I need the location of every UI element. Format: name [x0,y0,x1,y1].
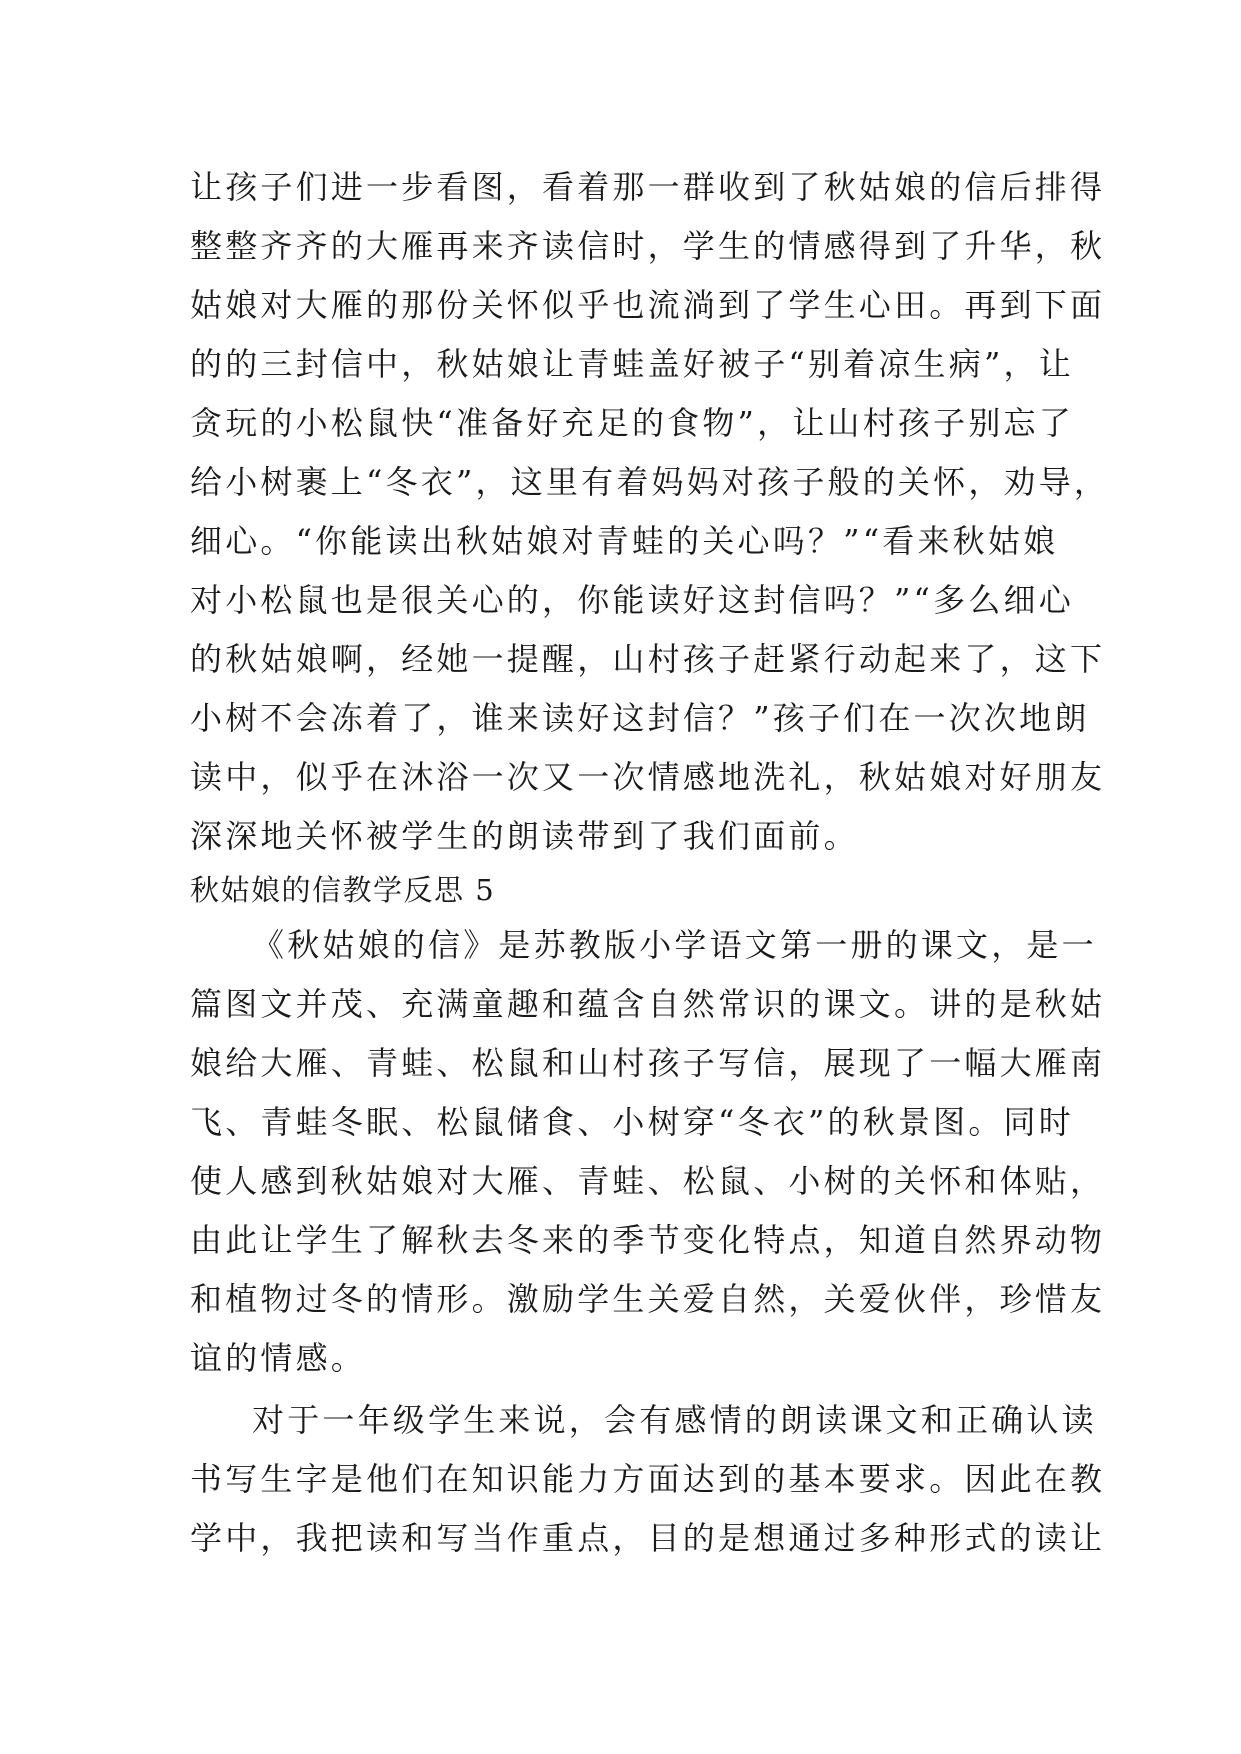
body-line: 整整齐齐的大雁再来齐读信时，学生的情感得到了升华，秋 [190,227,1106,265]
body-line: 学中，我把读和写当作重点，目的是想通过多种形式的读让 [190,1519,1106,1557]
body-line: 贪玩的小松鼠快“准备好充足的食物”，让山村孩子别忘了 [190,404,1074,442]
body-line: 娘给大雁、青蛙、松鼠和山村孩子写信，展现了一幅大雁南 [190,1044,1106,1082]
body-line: 飞、青蛙冬眠、松鼠储食、小树穿“冬衣”的秋景图。同时 [190,1103,1074,1141]
body-line: 书写生字是他们在知识能力方面达到的基本要求。因此在教 [190,1460,1106,1498]
body-line: 读中，似乎在沐浴一次又一次情感地洗礼，秋姑娘对好朋友 [190,758,1106,796]
body-line: 和植物过冬的情形。激励学生关爱自然，关爱伙伴，珍惜友 [190,1280,1106,1318]
body-line: 细心。“你能读出秋姑娘对青蛙的关心吗？”“看来秋姑娘 [190,522,1059,560]
body-line: 的的三封信中，秋姑娘让青蛙盖好被子“别着凉生病”，让 [190,345,1074,383]
body-line: 对小松鼠也是很关心的，你能读好这封信吗？”“多么细心 [190,581,1074,619]
body-line: 篇图文并茂、充满童趣和蕴含自然常识的课文。讲的是秋姑 [190,985,1106,1023]
section-heading: 秋姑娘的信教学反思 5 [190,873,496,907]
body-line: 对于一年级学生来说，会有感情的朗读课文和正确认读 [252,1401,1097,1439]
body-line: 给小树裹上“冬衣”，这里有着妈妈对孩子般的关怀，劝导， [190,463,1110,501]
body-line: 让孩子们进一步看图，看着那一群收到了秋姑娘的信后排得 [190,168,1106,206]
body-line: 小树不会冻着了，谁来读好这封信？”孩子们在一次次地朗 [190,699,1090,737]
body-line: 深深地关怀被学生的朗读带到了我们面前。 [190,817,859,855]
body-line: 使人感到秋姑娘对大雁、青蛙、松鼠、小树的关怀和体贴， [190,1162,1106,1200]
body-line: 姑娘对大雁的那份关怀似乎也流淌到了学生心田。再到下面 [190,286,1106,324]
body-line: 的秋姑娘啊，经她一提醒，山村孩子赶紧行动起来了，这下 [190,640,1106,678]
body-line: 《秋姑娘的信》是苏教版小学语文第一册的课文，是一 [252,926,1097,964]
body-line: 由此让学生了解秋去冬来的季节变化特点，知道自然界动物 [190,1221,1106,1259]
body-line: 谊的情感。 [190,1339,367,1377]
